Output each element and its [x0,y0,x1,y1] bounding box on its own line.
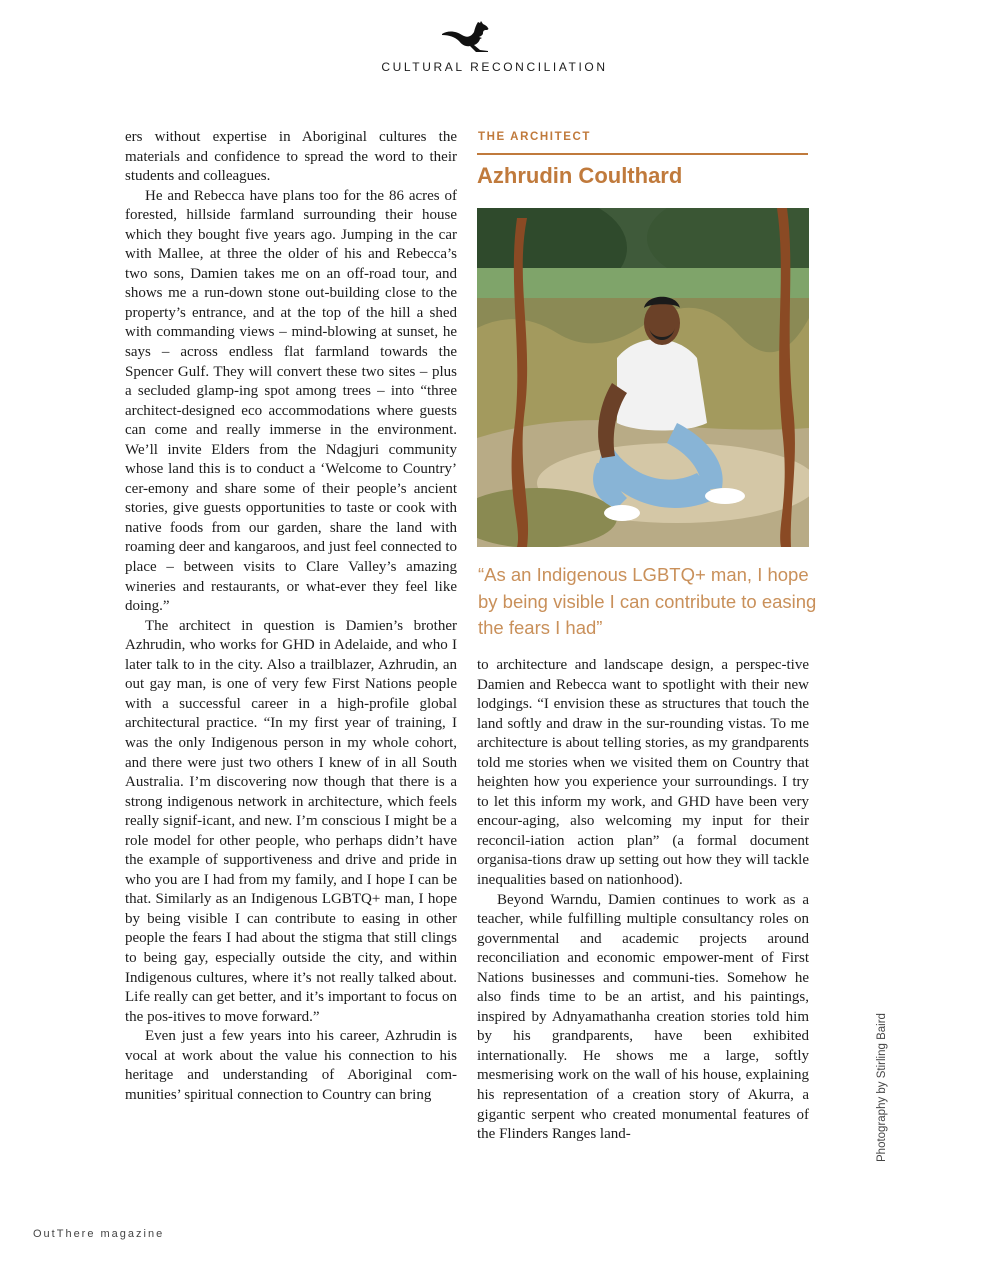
article-paragraph: He and Rebecca have plans too for the 86 acres of forested, hillside farmland surrounding their house which they bought five years ago. Jumping in the car with Mallee, at three the older of his and Rebecca’s two sons, Damien takes me on an off-road tour, and shows me a run-down stone out-building close to the property’s entrance, and at the top of the hill a shed with commanding views – mind-blowing at sunset, he says – across endless flat farmland towards the Spencer Gulf. They will convert these two sites – plus a secluded glamp-ing spot among trees – into “three architect-designed eco accommodations where guests can come and really immerse in the environment. We’ll invite Elders from the Ndagjuri community whose land this is to conduct a ‘Welcome to Country’ cer-emony and share some of their people’s ancient stories, give guests opportunities to taste or cook with native foods from our garden, share the land with roaming deer and kangaroos, and just feel connected to place – between visits to Clare Valley’s amazing wineries and restaurants, or what-ever they feel like doing.” [125,187,457,615]
kangaroo-icon [440,20,496,54]
article-paragraph: The architect in question is Damien’s brother Azhrudin, who works for GHD in Adelaide, and who I later talk to in the city. Also a trailblazer, Azhrudin, an out gay man, is one of very few First Nations people with a successful career in a high-profile global architectural practice. “In my first year of training, I was the only Indigenous person in my whole cohort, and there were just two others I knew of in all South Australia. I’m discovering now though that there is a strong indigenous network in architecture, which feels really signif-icant, and new. I’m conscious I might be a role model for other people, who perhaps didn’t have the example of supportiveness and drive and pride in who you are I had from my family, and I hope I can be that. Similarly as an Indigenous LGBTQ+ man, I hope by being visible I can contribute to easing in other people the fears I had about the stigma that still clings to being gay, especially outside the city, and within Indigenous cultures, where it’s not really talked about. Life really can get better, and it’s important to focus on the pos-itives to move forward.” [125,617,457,1025]
article-column-right [477,656,809,1145]
sidebar-kicker: THE ARCHITECT [478,131,592,143]
profile-name: Azhrudin Coulthard [477,163,683,188]
photo-credit: Photography by Stirling Baird [876,1013,888,1162]
article-paragraph: to architecture and landscape design, a perspec-tive Damien and Rebecca want to spotlight with their new lodgings. “I envision these as structures that touch the land softly and draw in the sur-rounding vistas. To me architecture is about telling stories, as my grandparents told me stories when we visited them on Country that heighten how you experience your surroundings. I try to let this inform my work, and GHD have been very encour-aging, also welcoming my input for their reconcil-iation action plan” (a formal document organisa-tions draw up setting out how they will tackle inequalities based on nationhood). [477,657,809,889]
portrait-photo [477,208,809,547]
section-heading: CULTURAL RECONCILIATION [381,60,608,74]
article-paragraph: ers without expertise in Aboriginal cultures the materials and confidence to spread the word to their students and colleagues. [125,129,457,185]
article-paragraph: Even just a few years into his career, Azhrudin is vocal at work about the value his connection to his heritage and understanding of Aboriginal com-munities’ spiritual connection to Country can bring [125,1028,457,1103]
article-paragraph: Beyond Warndu, Damien continues to work as a teacher, while fulfilling multiple consultancy roles on governmental and academic projects around reconciliation and economic empower-ment of First Nations businesses and communi-ties. Somehow he also finds time to be an artist, and his paintings, inspired by Adnyamathanha creation stories told him by his grandparents, have been exhibited internationally. He shows me a large, softly mesmerising work on the wall of his house, explaining his representation of a creation story of Akurra, a gigantic serpent who created monumental features of the Flinders Ranges land- [477,891,809,1143]
article-column-left [125,128,457,1105]
sidebar-divider [477,153,808,155]
pull-quote: “As an Indigenous LGBTQ+ man, I hope by being visible I can contribute to easing the fears I had” [478,564,817,638]
magazine-footer: OutThere magazine [33,1228,165,1240]
